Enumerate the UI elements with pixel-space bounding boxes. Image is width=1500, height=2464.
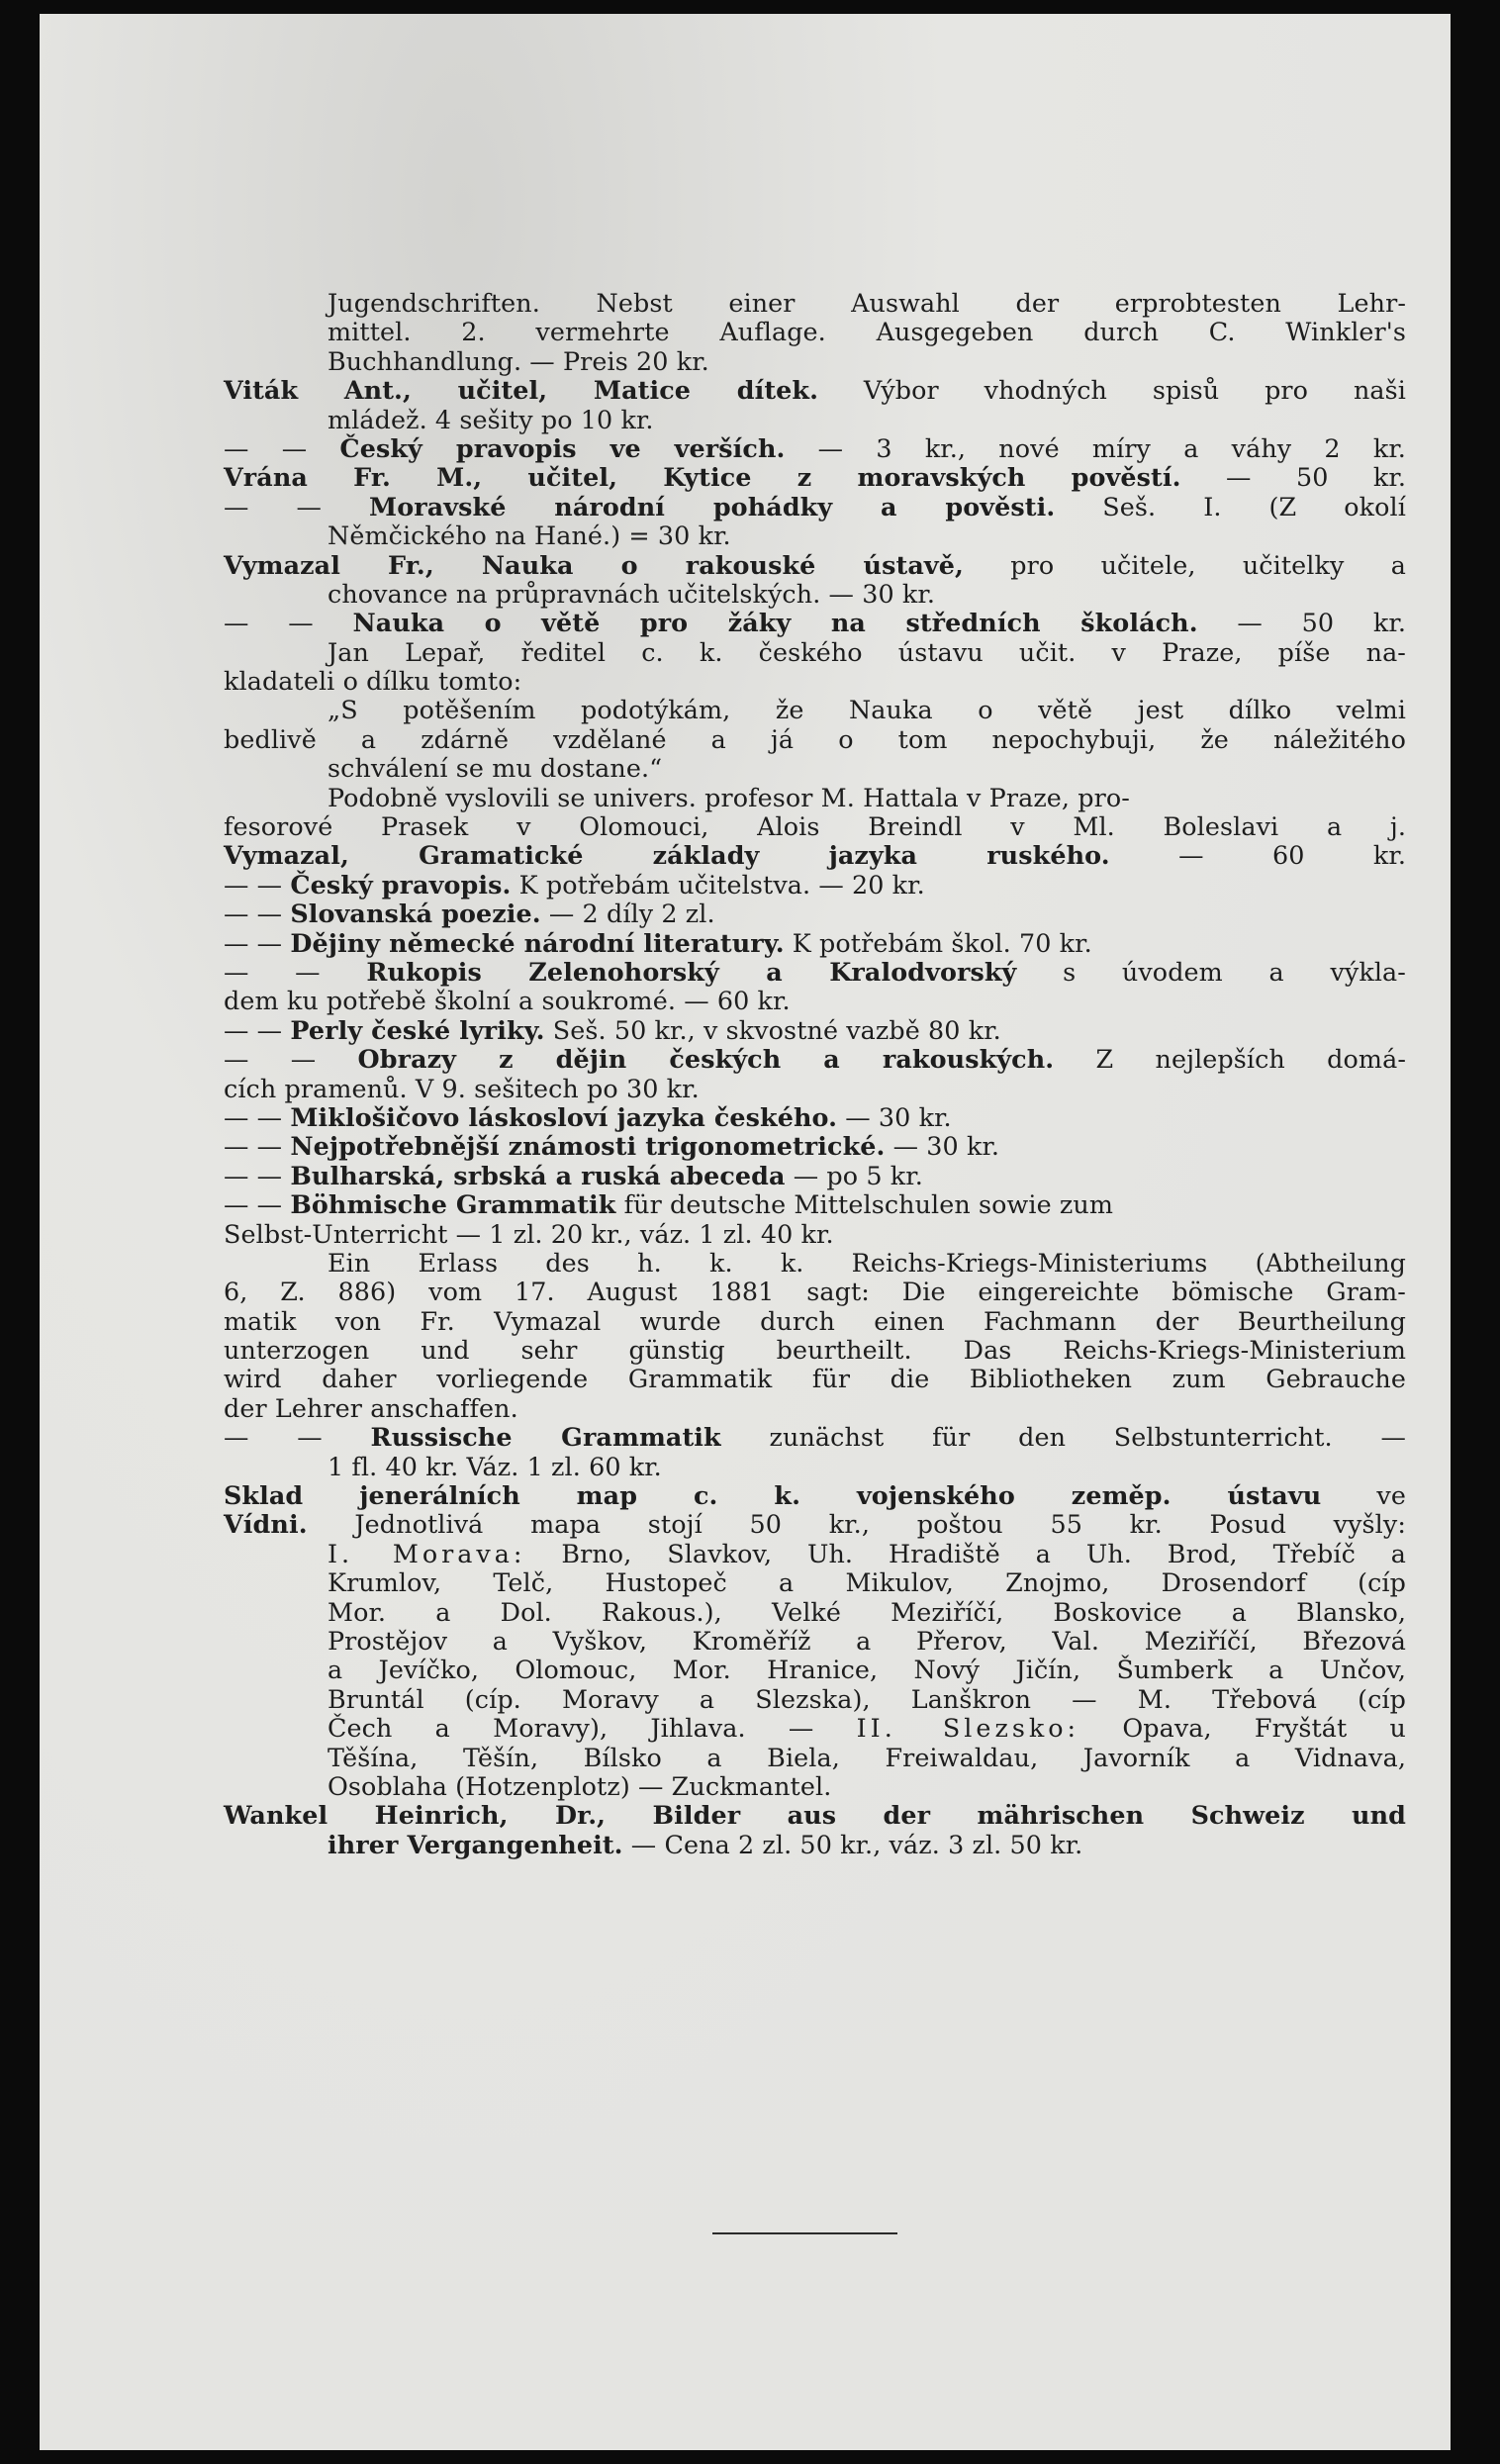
- entry-text: — 3 kr., nové míry a váhy 2 kr.: [785, 432, 1406, 463]
- text-line: mládež. 4 sešity po 10 kr.: [328, 404, 654, 434]
- entry-text: Opava, Fryštát u: [1079, 1713, 1406, 1744]
- text-line: [224, 551, 1406, 580]
- entry-text: — 30 kr.: [837, 1101, 952, 1132]
- entry-heading: Nauka o větě pro žáky na středních školách.: [352, 608, 1198, 638]
- entry-text: Z nejlepších domá-: [1054, 1044, 1407, 1075]
- text-line: [224, 929, 1406, 958]
- text-line: Jugendschriften. Nebst einer Auswahl der erprobtesten Lehr-: [328, 288, 1406, 318]
- text-line: 1 fl. 40 kr. Váz. 1 zl. 60 kr.: [328, 1451, 662, 1481]
- entry-text: pro učitele, učitelky a: [963, 549, 1406, 580]
- region-heading: I. Morava:: [328, 1538, 526, 1568]
- entry-text: — 2 díly 2 zl.: [540, 899, 715, 929]
- text-line: [224, 1016, 1406, 1045]
- entry-heading: Slovanská poezie.: [290, 899, 541, 929]
- entry-text: zunächst für den Selbstunterricht. —: [720, 1422, 1406, 1453]
- text-line: cích pramenů. V 9. sešitech po 30 kr.: [224, 1073, 700, 1103]
- text-line: Mor. a Dol. Rakous.), Velké Meziříčí, Boskovice a Blansko,: [328, 1596, 1406, 1627]
- text-line: [224, 871, 1406, 900]
- entry-text: für deutsche Mittelschulen sowie zum: [615, 1189, 1114, 1220]
- text-line: [224, 1423, 1406, 1452]
- text-line: Bruntál (cíp. Moravy a Slezska), Lanškron — M. Třebová (cíp: [328, 1683, 1406, 1714]
- entry-heading: Nejpotřebnější známosti trigonometrické.: [290, 1131, 886, 1162]
- entry-text: — 30 kr.: [885, 1131, 1000, 1162]
- entry-text: K potřebám škol. 70 kr.: [784, 927, 1092, 958]
- text-line: dem ku potřebě školní a soukromé. — 60 kr.: [224, 986, 791, 1016]
- entry-heading: Rukopis Zelenohorský a Kralodvorský: [366, 956, 1017, 987]
- entry-heading: Perly české lyriky.: [290, 1014, 545, 1045]
- entry-heading: Dějiny německé národní literatury.: [290, 927, 785, 958]
- text-line: Prostějov a Vyškov, Kroměříž a Přerov, Val. Meziříčí, Březová: [328, 1625, 1406, 1656]
- text-line: Osoblaha (Hotzenplotz) — Zuckmantel.: [328, 1770, 832, 1801]
- text-line: „S potěšením podotýkám, že Nauka o větě jest dílko velmi: [328, 695, 1406, 725]
- text-line: [224, 900, 1406, 928]
- entry-text: Brno, Slavkov, Uh. Hradiště a Uh. Brod, Třebíč a: [525, 1538, 1406, 1568]
- entry-prefix: — —: [224, 1422, 371, 1453]
- text-line: [224, 1190, 1406, 1219]
- entry-prefix: — —: [224, 1044, 358, 1075]
- entry-heading: Český pravopis ve verších.: [339, 432, 786, 463]
- text-line: [224, 1162, 1406, 1190]
- entry-prefix: — —: [224, 1189, 291, 1220]
- text-line: Buchhandlung. — Preis 20 kr.: [328, 345, 709, 376]
- text-line: [224, 958, 1406, 987]
- text-line: Krumlov, Telč, Hustopeč a Mikulov, Znojmo, Drosendorf (cíp: [328, 1567, 1406, 1598]
- text-line: [224, 376, 1406, 405]
- text-line: 6, Z. 886) vom 17. August 1881 sagt: Die eingereichte bömische Gram-: [224, 1277, 1406, 1307]
- entry-heading: Bulharská, srbská a ruská abeceda: [290, 1160, 786, 1190]
- entry-prefix: — —: [224, 899, 291, 929]
- region-heading: II. Slezsko:: [856, 1713, 1080, 1744]
- text-line: [224, 1714, 1406, 1743]
- text-line: bedlivě a zdárně vzdělané a já o tom nepochybuji, že náležitého: [224, 723, 1406, 754]
- text-line: [224, 1801, 1406, 1830]
- text-line: der Lehrer anschaffen.: [224, 1392, 518, 1423]
- entry-prefix: — —: [224, 608, 353, 638]
- text-line: kladateli o dílku tomto:: [224, 666, 522, 697]
- entry-text: — 50 kr.: [1197, 608, 1406, 638]
- entry-text: — po 5 kr.: [785, 1160, 923, 1190]
- entry-text: Čech a Moravy), Jihlava. —: [328, 1713, 857, 1744]
- text-line: [224, 434, 1406, 463]
- text-block: [224, 289, 1406, 1859]
- text-line: a Jevíčko, Olomouc, Mor. Hranice, Nový Jičín, Šumberk a Unčov,: [328, 1655, 1406, 1685]
- text-line: [224, 1103, 1406, 1132]
- entry-heading: Wankel Heinrich, Dr., Bilder aus der mährischen Schweiz und: [224, 1800, 1406, 1831]
- text-line: Němčického na Hané.) = 30 kr.: [328, 521, 731, 551]
- text-line: mittel. 2. vermehrte Auflage. Ausgegeben durch C. Winkler's: [328, 317, 1406, 347]
- entry-prefix: — —: [224, 1101, 291, 1132]
- entry-text: s úvodem a výkla-: [1016, 956, 1406, 987]
- entry-text: Seš. I. (Z okolí: [1055, 491, 1406, 521]
- entry-text: Seš. 50 kr., v skvostné vazbě 80 kr.: [544, 1014, 1001, 1045]
- entry-text: ve: [1321, 1480, 1406, 1511]
- text-line: [224, 1831, 1406, 1859]
- text-line: [224, 1510, 1406, 1539]
- entry-heading: Obrazy z dějin českých a rakouských.: [357, 1044, 1055, 1075]
- entry-text: — 60 kr.: [1109, 840, 1406, 871]
- entry-heading: Moravské národní pohádky a pověsti.: [369, 491, 1056, 521]
- text-line: [224, 1540, 1406, 1568]
- entry-heading: Vrána Fr. M., učitel, Kytice z moravských pověstí.: [224, 462, 1181, 493]
- text-line: Podobně vyslovili se univers. profesor M. Hattala v Praze, pro-: [328, 782, 1130, 812]
- entry-heading: Russische Grammatik: [370, 1422, 721, 1453]
- text-line: Jan Lepař, ředitel c. k. českého ústavu učit. v Praze, píše na-: [328, 636, 1406, 667]
- text-line: [224, 463, 1406, 492]
- entry-prefix: — —: [224, 1160, 291, 1190]
- text-line: [224, 609, 1406, 637]
- entry-heading: Vymazal Fr., Nauka o rakouské ústavě,: [224, 549, 964, 580]
- entry-prefix: — —: [224, 491, 370, 521]
- entry-heading: Miklošičovo láskosloví jazyka českého.: [290, 1101, 838, 1132]
- entry-heading: ihrer Vergangenheit.: [328, 1829, 623, 1859]
- text-line: Těšína, Těšín, Bílsko a Biela, Freiwaldau, Javorník a Vidnava,: [328, 1742, 1406, 1772]
- text-line: Selbst-Unterricht — 1 zl. 20 kr., váz. 1 zl. 40 kr.: [224, 1218, 834, 1249]
- entry-prefix: — —: [224, 432, 340, 463]
- entry-heading: Viták Ant., učitel, Matice dítek.: [224, 375, 819, 406]
- entry-text: — 50 kr.: [1180, 462, 1406, 493]
- entry-heading: Sklad jenerálních map c. k. vojenského zeměp. ústavu: [224, 1480, 1322, 1511]
- entry-heading: Vymazal, Gramatické základy jazyka ruského.: [224, 840, 1110, 871]
- text-line: matik von Fr. Vymazal wurde durch einen Fachmann der Beurtheilung: [224, 1305, 1406, 1336]
- entry-text: K potřebám učitelstva. — 20 kr.: [511, 869, 925, 900]
- entry-text: Jednotlivá mapa stojí 50 kr., poštou 55 kr. Posud vyšly:: [307, 1509, 1406, 1540]
- entry-prefix: — —: [224, 869, 291, 900]
- entry-heading: Böhmische Grammatik: [290, 1189, 616, 1220]
- text-line: [224, 1132, 1406, 1161]
- entry-prefix: — —: [224, 1131, 291, 1162]
- entry-prefix: — —: [224, 1014, 291, 1045]
- text-line: [224, 1481, 1406, 1510]
- document-page: [40, 14, 1451, 2450]
- text-line: [224, 1045, 1406, 1074]
- entry-text: — Cena 2 zl. 50 kr., váz. 3 zl. 50 kr.: [622, 1829, 1083, 1859]
- entry-text: Výbor vhodných spisů pro naši: [818, 375, 1406, 406]
- entry-heading: Vídni.: [224, 1509, 308, 1540]
- text-line: unterzogen und sehr günstig beurtheilt. Das Reichs-Kriegs-Ministerium: [224, 1335, 1406, 1366]
- entry-heading: Český pravopis.: [290, 869, 512, 900]
- text-line: wird daher vorliegende Grammatik für die Bibliotheken zum Gebrauche: [224, 1364, 1406, 1394]
- text-line: [224, 493, 1406, 521]
- entry-prefix: — —: [224, 956, 367, 987]
- text-line: schválení se mu dostane.“: [328, 753, 663, 784]
- text-line: chovance na průpravnách učitelských. — 30 kr.: [328, 578, 935, 609]
- entry-prefix: — —: [224, 927, 291, 958]
- text-line: Ein Erlass des h. k. k. Reichs-Kriegs-Ministeriums (Abtheilung: [328, 1247, 1406, 1278]
- text-line: fesorové Prasek v Olomouci, Alois Breindl v Ml. Boleslavi a j.: [224, 811, 1406, 842]
- closing-rule: [712, 2232, 897, 2234]
- text-line: [224, 841, 1406, 870]
